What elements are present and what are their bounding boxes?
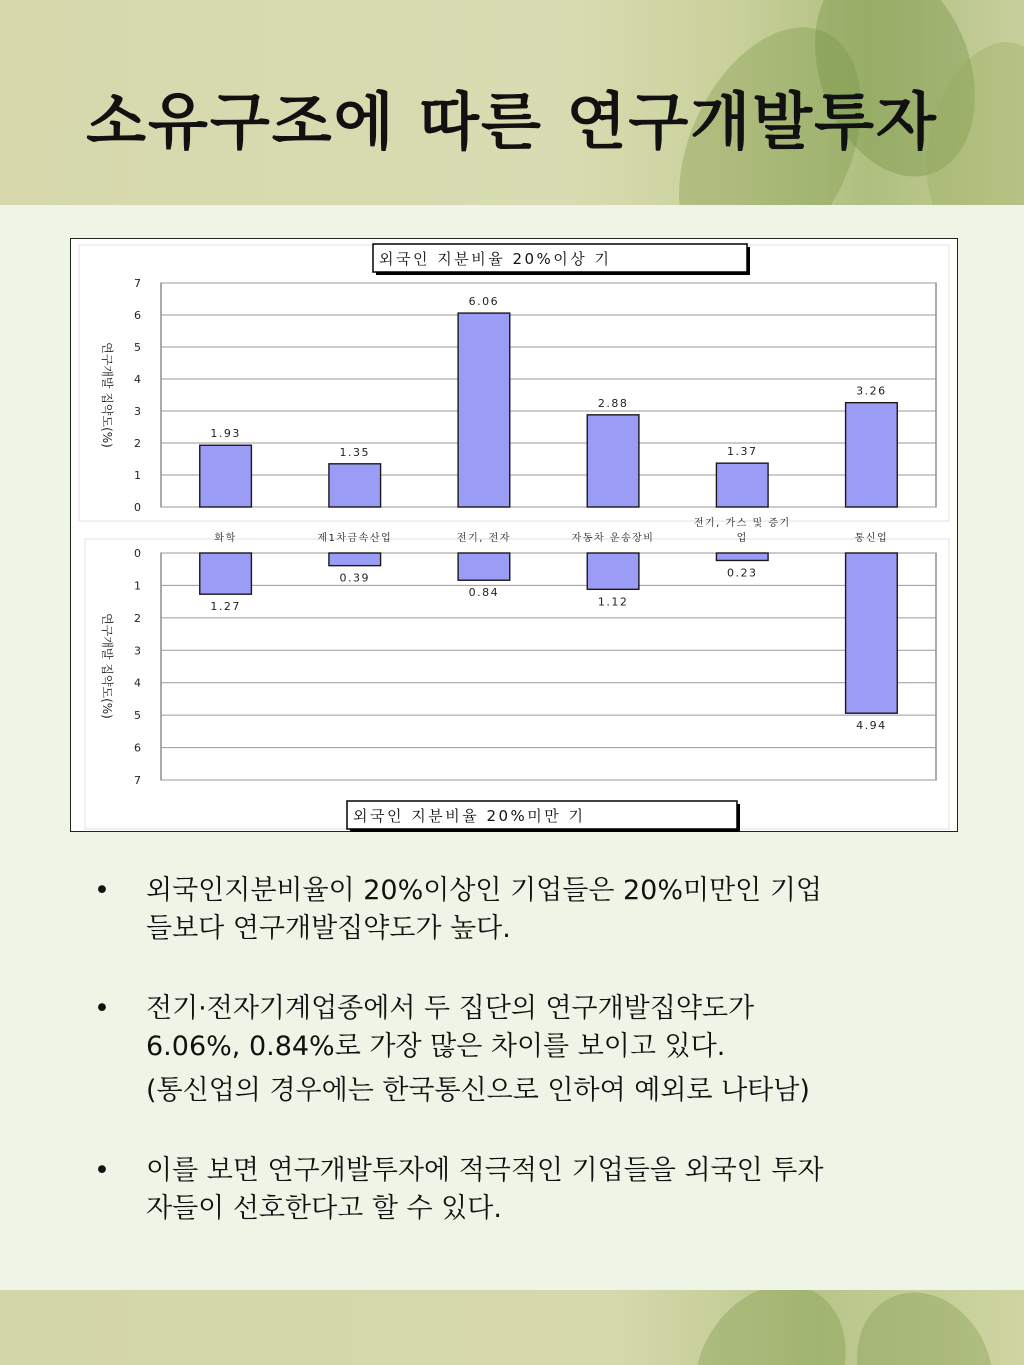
bullet-item (90, 1152, 950, 1228)
chart-panel (70, 238, 958, 832)
data-label: 0.39 (339, 571, 370, 585)
bar (458, 313, 510, 507)
bar (200, 553, 252, 594)
y-tick-label: 3 (134, 644, 141, 658)
y-tick-label: 0 (134, 501, 141, 514)
data-label: 3.26 (856, 384, 887, 398)
data-label: 2.88 (597, 396, 629, 410)
data-label: 1.27 (210, 600, 241, 614)
footer-band (0, 1290, 1024, 1365)
data-label: 0.23 (727, 566, 758, 580)
chart-title: 외국인 지분비율 20%미만 기 (353, 807, 586, 825)
bullet-line: 자들이 선호한다고 할 수 있다. (146, 1193, 502, 1224)
data-label: 0.84 (468, 586, 500, 600)
leaf-decoration (832, 1290, 1017, 1365)
bullet-marker: • (94, 993, 110, 1024)
bullet-line: 외국인지분비율이 20%이상인 기업들은 20%미만인 기업 (146, 875, 822, 906)
data-label: 1.93 (210, 427, 241, 441)
data-label: 4.94 (856, 719, 887, 733)
y-tick-label: 3 (134, 405, 141, 418)
bullet-marker: • (94, 875, 110, 906)
plot-area (161, 283, 936, 507)
data-label: 1.12 (597, 595, 629, 609)
y-tick-label: 4 (134, 676, 141, 690)
x-category-label: 전기, 가스 및 증기 (693, 518, 791, 529)
bar (200, 445, 252, 507)
x-category-label: 전기, 전자 (456, 533, 511, 544)
plot-area (161, 553, 936, 780)
x-category-label: 업 (736, 533, 748, 544)
bar (846, 553, 898, 713)
data-label: 1.35 (339, 445, 370, 459)
y-axis-label: 연구개발 집약도(%) (100, 342, 114, 448)
y-tick-label: 4 (134, 373, 141, 386)
data-label: 1.37 (727, 445, 758, 459)
bar (716, 463, 768, 507)
bullet-item (90, 872, 950, 948)
y-tick-label: 0 (134, 547, 141, 560)
chart-title: 외국인 지분비율 20%이상 기 (379, 250, 612, 268)
bullet-line: 이를 보면 연구개발투자에 적극적인 기업들을 외국인 투자 (146, 1155, 824, 1186)
y-tick-label: 1 (134, 469, 141, 482)
y-tick-label: 7 (134, 277, 141, 290)
bullet-item (90, 990, 950, 1110)
leaf-decoration (664, 1290, 875, 1365)
bullet-line: 들보다 연구개발집약도가 높다. (146, 913, 511, 944)
bullet-line: 전기·전자기계업종에서 두 집단의 연구개발집약도가 (146, 993, 755, 1024)
data-label: 6.06 (468, 295, 500, 309)
y-tick-label: 5 (134, 341, 141, 354)
x-category-label: 제1차금속산업 (317, 533, 393, 544)
page-title: 소유구조에 따른 연구개발투자 (86, 85, 938, 158)
x-category-label: 자동차 운송장비 (571, 533, 655, 544)
bullet-note: (통신업의 경우에는 한국통신으로 인하여 예외로 나타남) (146, 1075, 810, 1106)
y-tick-label: 6 (134, 309, 141, 322)
y-tick-label: 6 (134, 741, 141, 755)
y-tick-label: 1 (134, 579, 141, 593)
x-category-label: 화학 (214, 533, 237, 544)
y-tick-label: 2 (134, 611, 141, 625)
bar (458, 553, 510, 580)
bar (587, 553, 639, 589)
y-tick-label: 7 (134, 774, 141, 787)
bar (587, 415, 639, 507)
bullet-list (90, 872, 950, 1270)
bar-chart-svg (71, 239, 959, 833)
y-tick-label: 2 (134, 437, 141, 450)
bar (329, 553, 381, 566)
bullet-marker: • (94, 1155, 110, 1186)
y-tick-label: 5 (134, 709, 141, 723)
bullet-line: 6.06%, 0.84%로 가장 많은 차이를 보이고 있다. (146, 1031, 726, 1062)
y-axis-label: 연구개발 집약도(%) (100, 613, 114, 719)
bar (846, 403, 898, 507)
bar (329, 464, 381, 507)
x-category-label: 통신업 (854, 533, 889, 544)
bar (716, 553, 768, 560)
